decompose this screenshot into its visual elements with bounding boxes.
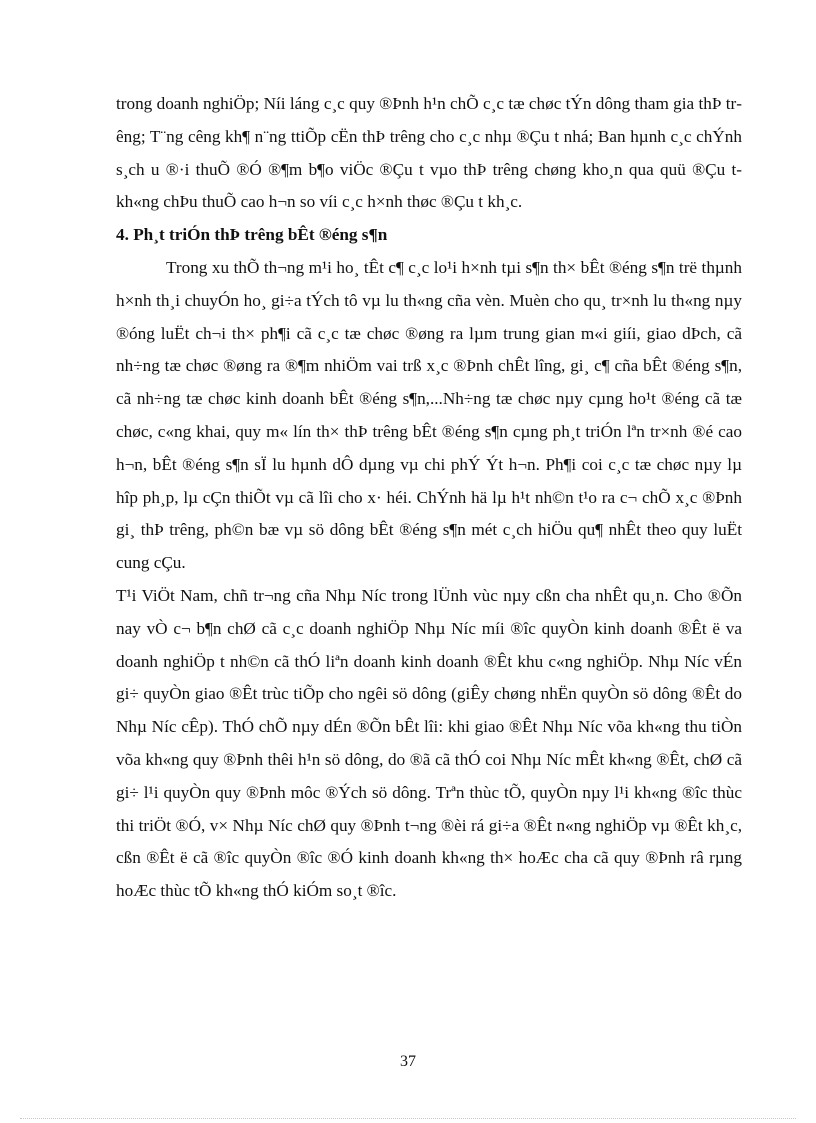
body-paragraph-1: Trong xu thÕ th¬ng m¹i ho¸ tÊt c¶ c¸c lo¹i h×nh tµi s¶n th× bÊt ®éng s¶n trë thµnh h×nh th¸i chuyÓn ho¸ gi÷a tÝch tô vµ lu th«ng cña vèn. Muèn cho qu¸ tr×nh lu th«ng nµy ®óng luËt ch¬i th× ph¶i cã c¸c tæ chøc ®øng ra lµm trung gian m«i giíi, giao dÞch, cã nh÷ng tæ chøc ®øng ra ®¶m nhiÖm vai trß x¸c ®Þnh chÊt lîng, gi¸ c¶ cña bÊt ®éng s¶n, cã nh÷ng tæ chøc kinh doanh bÊt ®éng s¶n,...Nh÷ng tæ chøc nµy cµng ho¹t ®éng cã tæ chøc, c«ng khai, quy m« lín th× thÞ trêng bÊt ®éng s¶n cµng ph¸t triÓn lªn tr×nh ®é cao h¬n, bÊt ®éng s¶n sÏ lu hµnh dÔ dµng vµ chi phÝ Ýt h¬n. Ph¶i coi c¸c tæ chøc nµy lµ hîp ph¸p, lµ cÇn thiÕt vµ cã lîi cho x· héi. ChÝnh hä lµ h¹t nh©n t¹o ra c¬ chÕ x¸c ®Þnh gi¸ thÞ trêng, ph©n bæ vµ sö dông bÊt ®éng s¶n mét c¸ch hiÖu qu¶ nhÊt theo quy luËt cung cÇu. xyxy=(116,257,742,573)
intro-paragraph: trong doanh nghiÖp; Níi láng c¸c quy ®Þnh h¹n chÕ c¸c tæ chøc tÝn dông tham gia thÞ trêng; T¨ng cêng kh¶ n¨ng ttiÕp cËn thÞ trêng cho c¸c nhµ ®Çu t nhá; Ban hµnh c¸c chÝnh s¸ch u ®·i thuÕ ®Ó ®¶m b¶o viÖc ®Çu t vµo thÞ trêng chøng kho¸n qua quü ®Çu t kh«ng chÞu thuÕ cao h¬n so víi c¸c h×nh thøc ®Çu t kh¸c. xyxy=(116,94,742,212)
page-bottom-dotted-rule xyxy=(20,1118,796,1119)
body-text xyxy=(116,88,742,908)
body-paragraph-2: T¹i ViÖt Nam, chñ tr¬ng cña Nhµ Níc trong lÜnh vùc nµy cßn cha nhÊt qu¸n. Cho ®Õn nay vÒ c¬ b¶n chØ cã c¸c doanh nghiÖp Nhµ Níc míi ®îc quyÒn kinh doanh ®Êt ë va doanh nghiÖp t nh©n cã thÓ liªn doanh kinh doanh ®Êt khu c«ng nghiÖp. Nhµ Níc vÉn gi÷ quyÒn giao ®Êt trùc tiÕp cho ngêi sö dông (giÊy chøng nhËn quyÒn sö dông ®Êt do Nhµ Níc cÊp). ThÓ chÕ nµy dÉn ®Õn bÊt lîi: khi giao ®Êt Nhµ Níc võa kh«ng thu tiÒn võa kh«ng quy ®Þnh thêi h¹n sö dông, do ®ã cã thÓ coi Nhµ Níc mÊt kh«ng ®Êt, chØ cã gi÷ l¹i quyÒn quy ®Þnh môc ®Ých sö dông. Trªn thùc tÕ, quyÒn nµy l¹i kh«ng ®îc thùc thi triÖt ®Ó, v× Nhµ Níc chØ quy ®Þnh t¬ng ®èi rá gi÷a ®Êt n«ng nghiÖp vµ ®Êt kh¸c, cßn ®Êt ë cã ®îc quyÒn ®îc ®Ó kinh doanh kh«ng th× hoÆc cha cã quy ®Þnh râ rµng hoÆc thùc tÕ kh«ng thÓ kiÓm so¸t ®îc. xyxy=(116,585,742,901)
page-number: 37 xyxy=(400,1053,416,1070)
section-heading: 4. Ph¸t triÓn thÞ trêng bÊt ®éng s¶n xyxy=(116,225,388,245)
